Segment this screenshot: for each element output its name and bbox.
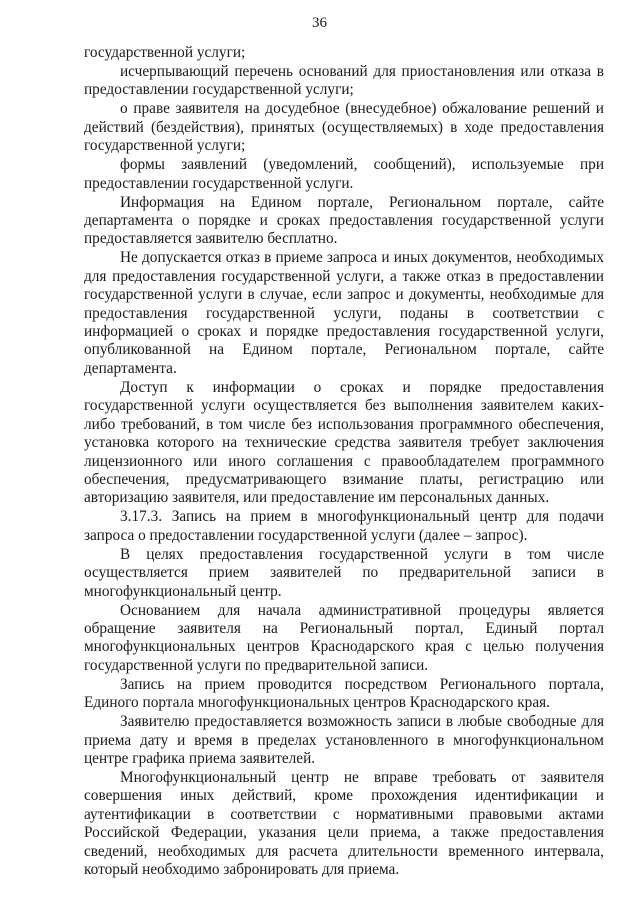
paragraph: о праве заявителя на досудебное (внесудебное) обжалование решений и действий (бездействия), принятых (осуществляемых) в ходе предоставления государственной услуги; [84,100,604,155]
document-body [84,44,604,880]
paragraph: Информация на Едином портале, Региональном портале, сайте департамента о порядке и сроках предоставления государственной услуги предоставляется заявителю бесплатно. [84,193,604,248]
paragraph: В целях предоставления государственной услуги в том числе осуществляется прием заявителей по предварительной записи в многофункциональный центр. [84,545,604,600]
paragraph: Не допускается отказ в приеме запроса и иных документов, необходимых для предоставления государственной услуги, а также отказ в предоставлении государственной услуги в случае, если запрос и документы, необходимые для предоставления государственной услуги, поданы в соответствии с информацией о сроках и порядке предоставления государственной услуги, опубликованной на Едином портале, Региональном портале, сайте департамента. [84,249,604,377]
paragraph: формы заявлений (уведомлений, сообщений), используемые при предоставлении государственной услуги. [84,156,604,192]
section-heading-paragraph: 3.17.3. Запись на прием в многофункциональный центр для подачи запроса о предоставлении государственной услуги (далее – запрос). [84,508,604,544]
paragraph: Основанием для начала административной процедуры является обращение заявителя на Региональный портал, Единый портал многофункциональных центров Краснодарского края с целью получения государственной услуги по предварительной записи. [84,601,604,674]
paragraph: государственной услуги; [84,44,246,61]
page-number: 36 [312,15,327,31]
paragraph: Запись на прием проводится посредством Регионального портала, Единого портала многофункциональных центров Краснодарского края. [84,675,604,712]
paragraph: Заявителю предоставляется возможность записи в любые свободные для приема дату и время в пределах установленного в многофункциональном центре графика приема заявителей. [84,713,604,767]
paragraph: исчерпывающий перечень оснований для приостановления или отказа в предоставлении государственной услуги; [84,63,604,99]
paragraph: Многофункциональный центр не вправе требовать от заявителя совершения иных действий, кроме прохождения идентификации и аутентификации в соответствии с нормативными правовыми актами Российской Федерации, указания цели приема, а также предоставления сведений, необходимых для расчета длительности временного интервала, который необходимо забронировать для приема. [84,768,604,878]
paragraph: Доступ к информации о сроках и порядке предоставления государственной услуги осуществляется без выполнения заявителем каких-либо требований, в том числе без использования программного обеспечения, установка которого на технические средства заявителя требует заключения лицензионного или иного соглашения с правообладателем программного обеспечения, предусматривающего взимание платы, регистрацию или авторизацию заявителя, или предоставление им персональных данных. [84,378,604,507]
